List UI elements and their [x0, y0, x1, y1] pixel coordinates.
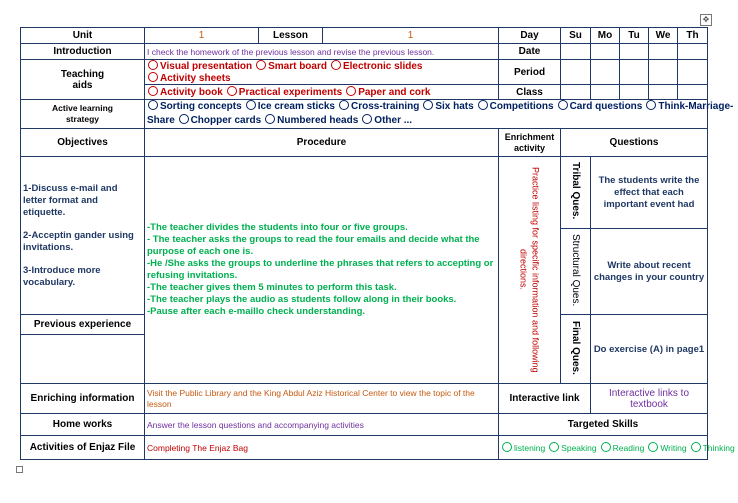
objective-item: 2-Acceptin gander using invitations.	[23, 229, 134, 253]
strategy-option[interactable]	[178, 115, 262, 126]
procedure-step: - The teacher asks the groups to read the four emails and decide what the purpose of each one is.	[147, 234, 480, 257]
lesson-plan	[20, 27, 735, 467]
strategy-row2	[147, 114, 705, 128]
objectives-header: Objectives	[21, 129, 145, 157]
procedure-cell[interactable]	[145, 157, 499, 384]
aid-label: Visual presentation	[160, 61, 253, 72]
procedure-step: -Pause after each e-maillo check understanding.	[147, 306, 366, 317]
radio-icon[interactable]	[256, 60, 266, 70]
radio-icon[interactable]	[601, 442, 611, 452]
teaching-aids-row2	[145, 85, 499, 100]
targeted-skills-label: Targeted Skills	[499, 414, 708, 436]
skill-option[interactable]	[501, 443, 545, 453]
day-su: Su	[561, 28, 591, 44]
teaching-aids-label-line2: aids	[72, 79, 93, 91]
skill-label: Reading	[612, 443, 645, 453]
strategy-option[interactable]	[264, 115, 358, 126]
strategy-label	[21, 100, 145, 129]
structural-text[interactable]: Write about recent changes in your country	[591, 229, 708, 315]
tribal-text[interactable]: The students write the effect that each important event had	[591, 157, 708, 229]
day-th: Th	[678, 28, 708, 44]
period-cell[interactable]	[678, 60, 708, 85]
introduction-text[interactable]: I check the homework of the previous lesson and revise the previous lesson.	[145, 44, 499, 60]
teaching-aids-row1	[145, 60, 499, 85]
tribal-label: Tribal Ques.	[570, 162, 581, 220]
day-label: Day	[499, 28, 561, 44]
radio-icon[interactable]	[246, 100, 256, 110]
procedure-step: -He /She asks the groups to underline the phrases that refers to accepting or refusing invitations.	[147, 258, 494, 281]
aid-option[interactable]	[147, 87, 223, 98]
period-cell[interactable]	[649, 60, 678, 85]
period-label: Period	[499, 60, 561, 85]
radio-icon[interactable]	[148, 60, 158, 70]
procedure-step: -The teacher divides the students into four or five groups.	[147, 222, 408, 233]
class-cell[interactable]	[591, 85, 620, 100]
radio-icon[interactable]	[339, 100, 349, 110]
targeted-skills	[499, 436, 735, 460]
strategy-label-line1: Active learning	[52, 103, 113, 113]
radio-icon[interactable]	[691, 442, 701, 452]
date-cell[interactable]	[678, 44, 708, 60]
date-cell[interactable]	[620, 44, 649, 60]
strategy-label-line2: strategy	[65, 114, 100, 124]
class-cell[interactable]	[620, 85, 649, 100]
radio-icon[interactable]	[502, 442, 512, 452]
objectives-cell[interactable]	[21, 157, 145, 315]
aid-label: Electronic slides	[342, 61, 423, 72]
radio-icon[interactable]	[549, 442, 559, 452]
radio-icon[interactable]	[227, 86, 237, 96]
teaching-aids-label-line1: Teaching	[60, 68, 105, 80]
skill-label: Writing	[660, 443, 687, 453]
skill-label: listening	[514, 443, 546, 453]
skill-option[interactable]	[548, 443, 596, 453]
radio-icon[interactable]	[558, 100, 568, 110]
skill-label: Speaking	[561, 443, 597, 453]
radio-icon[interactable]	[148, 100, 158, 110]
strategy-option-label: Chopper cards	[190, 115, 262, 126]
strategy-option-label: Other ...	[374, 115, 413, 126]
aid-option[interactable]	[147, 73, 231, 84]
period-cell[interactable]	[620, 60, 649, 85]
aid-option[interactable]	[345, 87, 430, 98]
aid-label: Paper and cork	[358, 87, 431, 98]
enrichment-header	[499, 129, 561, 157]
period-cell[interactable]	[561, 60, 591, 85]
strategy-row1	[147, 100, 734, 114]
enriching-label: Enriching information	[21, 384, 145, 414]
structural-label-cell	[561, 229, 591, 315]
strategy-option[interactable]	[338, 101, 419, 112]
date-cell[interactable]	[591, 44, 620, 60]
unit-value[interactable]: 1	[145, 28, 259, 44]
skill-option[interactable]	[690, 443, 735, 453]
strategy-option-label: Ice cream sticks	[257, 101, 335, 112]
structural-label: Structural Ques.	[570, 233, 581, 307]
enriching-text[interactable]: Visit the Public Library and the King Abdul Aziz Historical Center to view the topic of the lesson	[145, 384, 499, 414]
procedure-step: -The teacher plays the audio as students follow along in their books.	[147, 294, 457, 305]
strategy-option[interactable]	[422, 101, 473, 112]
date-cell[interactable]	[561, 44, 591, 60]
strategy-option[interactable]	[245, 101, 335, 112]
final-text[interactable]: Do exercise (A) in page1	[591, 315, 708, 384]
class-cell[interactable]	[649, 85, 678, 100]
interactive-link-label: Interactive link	[499, 384, 591, 414]
aid-option[interactable]	[255, 61, 327, 72]
strategy-option[interactable]	[645, 101, 733, 112]
homeworks-label: Home works	[21, 414, 145, 436]
radio-icon[interactable]	[362, 114, 372, 124]
aid-label: Activity sheets	[160, 73, 231, 84]
radio-icon[interactable]	[148, 86, 158, 96]
strategy-continuation: Share	[147, 115, 175, 126]
teaching-aids-label	[21, 60, 145, 100]
date-label: Date	[499, 44, 561, 60]
strategy-option-label: Competitions	[489, 101, 554, 112]
enrichment-cell[interactable]	[499, 157, 561, 384]
period-cell[interactable]	[591, 60, 620, 85]
day-we: We	[649, 28, 678, 44]
lesson-plan-table	[20, 27, 735, 460]
procedure-header: Procedure	[145, 129, 499, 157]
strategy-option-label: Numbered heads	[277, 115, 359, 126]
final-label-cell	[561, 315, 591, 384]
strategy-option-label: Cross-training	[350, 101, 420, 112]
radio-icon[interactable]	[648, 442, 658, 452]
strategy-option[interactable]	[557, 101, 643, 112]
objective-item: 1-Discuss e-mail and letter format and etiquette.	[23, 182, 118, 218]
introduction-label: Introduction	[21, 44, 145, 60]
class-cell[interactable]	[561, 85, 591, 100]
radio-icon[interactable]	[423, 100, 433, 110]
homeworks-text[interactable]: Answer the lesson questions and accompanying activities	[145, 414, 499, 436]
radio-icon[interactable]	[148, 72, 158, 82]
class-label: Class	[499, 85, 561, 100]
day-tu: Tu	[620, 28, 649, 44]
skill-option[interactable]	[647, 443, 686, 453]
objective-item: 3-Introduce more vocabulary.	[23, 264, 101, 288]
aid-option[interactable]	[147, 61, 252, 72]
day-mo: Mo	[591, 28, 620, 44]
skill-label: Thinking	[702, 443, 735, 453]
unit-label: Unit	[21, 28, 145, 44]
previous-experience-label: Previous experience	[21, 315, 145, 335]
radio-icon[interactable]	[179, 114, 189, 124]
strategy-option[interactable]	[147, 101, 242, 112]
radio-icon[interactable]	[331, 60, 341, 70]
strategy-option-label: Card questions	[569, 101, 643, 112]
strategy-option-label: Six hats	[435, 101, 474, 112]
lesson-value[interactable]: 1	[323, 28, 499, 44]
skill-option[interactable]	[600, 443, 645, 453]
radio-icon[interactable]	[265, 114, 275, 124]
enrichment-text: Practice listing for specific information and following directions.	[518, 167, 541, 373]
lesson-label: Lesson	[259, 28, 323, 44]
strategy-options	[145, 100, 734, 129]
aid-label: Activity book	[160, 87, 223, 98]
strategy-option[interactable]	[477, 101, 554, 112]
class-cell[interactable]	[678, 85, 708, 100]
radio-icon[interactable]	[346, 86, 356, 96]
aid-option[interactable]	[330, 61, 422, 72]
questions-header: Questions	[561, 129, 708, 157]
procedure-step: -The teacher gives them 5 minutes to perform this task.	[147, 282, 397, 293]
final-label: Final Ques.	[570, 320, 581, 375]
enjaz-label: Activities of Enjaz File	[21, 436, 145, 460]
radio-icon[interactable]	[646, 100, 656, 110]
previous-experience-cell[interactable]	[21, 335, 145, 384]
interactive-link-text[interactable]: Interactive links to textbook	[591, 384, 708, 414]
enrichment-header-line2: activity	[513, 142, 546, 153]
tribal-label-cell	[561, 157, 591, 229]
aid-label: Smart board	[268, 61, 327, 72]
strategy-option[interactable]	[361, 115, 412, 126]
enrichment-header-line1: Enrichment	[504, 131, 555, 142]
strategy-option-label: Think-Marriage-	[658, 101, 734, 112]
aid-label: Practical experiments	[238, 87, 343, 98]
date-cell[interactable]	[649, 44, 678, 60]
aid-option[interactable]	[226, 87, 342, 98]
enjaz-text[interactable]: Completing The Enjaz Bag	[145, 436, 499, 460]
strategy-option-label: Sorting concepts	[160, 101, 242, 112]
move-handle-icon[interactable]: ✥	[700, 14, 712, 26]
table-resize-handle[interactable]	[16, 466, 23, 473]
radio-icon[interactable]	[478, 100, 488, 110]
